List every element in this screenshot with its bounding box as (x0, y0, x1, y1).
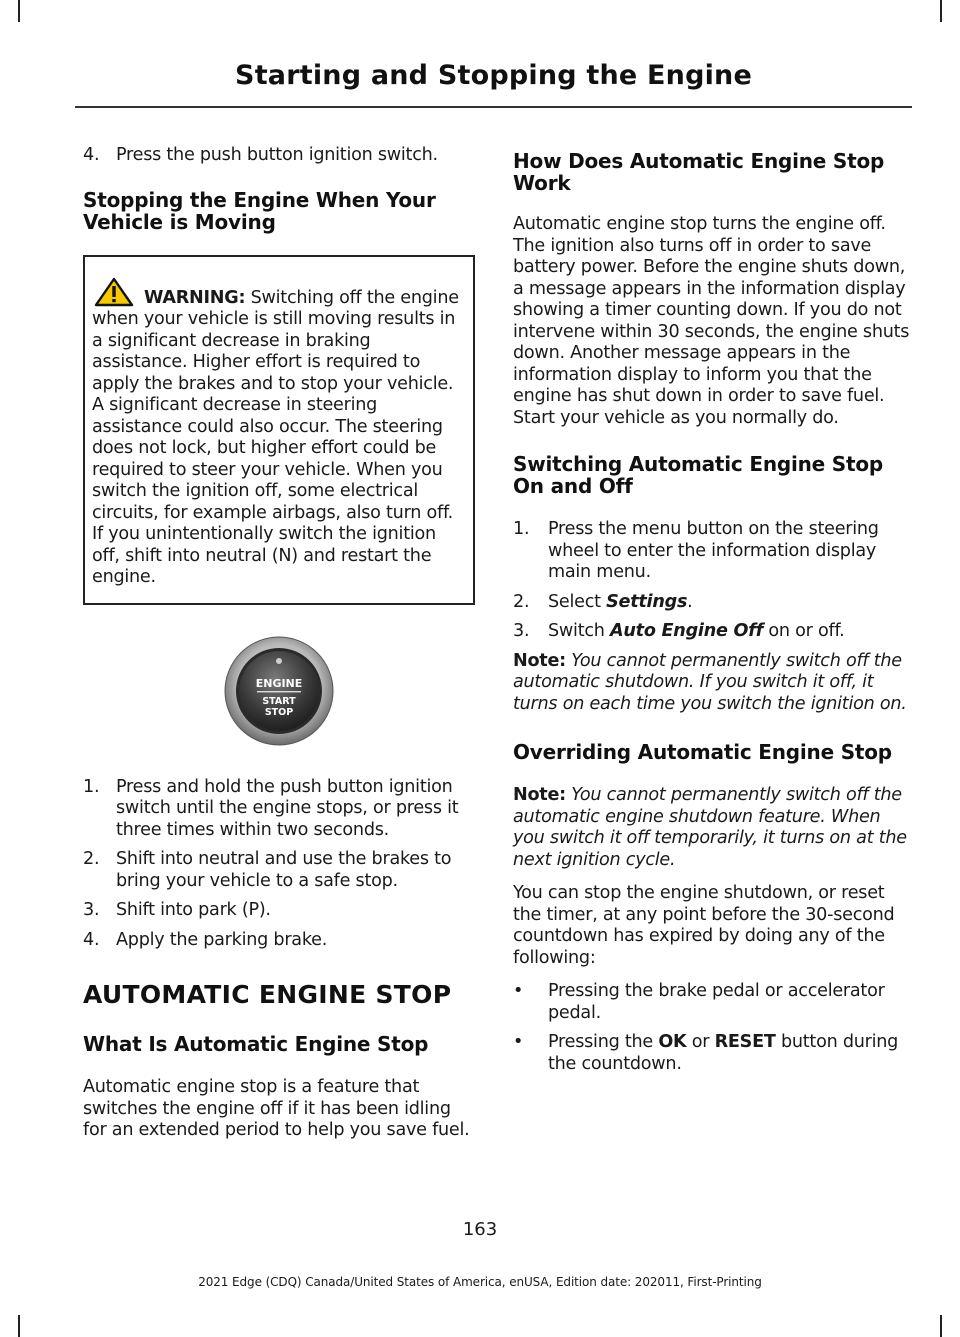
what-paragraph: Automatic engine stop is a feature that switches the engine off if it has been idling for an extended period to help you save fuel. (83, 1077, 470, 1140)
svg-text:STOP: STOP (264, 706, 294, 718)
crop-mark-bottom-right (940, 1315, 942, 1337)
list-item: 4. Press the push button ignition switch. (83, 145, 438, 165)
list-item: 1. Press and hold the push button ignition switch until the engine stops, or press it three times within two seconds. (83, 776, 459, 840)
start-stop-button-icon (223, 635, 335, 747)
override-paragraph: You can stop the engine shutdown, or reset the timer, at any point before the 30-second countdown has expired by doing any of the following: (513, 883, 895, 968)
crop-mark-top-right (940, 0, 942, 22)
edition-footer: 2021 Edge (CDQ) Canada/United States of America, enUSA, Edition date: 202011, First-Printing (198, 1275, 762, 1289)
page-number: 163 (462, 1219, 498, 1240)
list-item: 4. Apply the parking brake. (83, 929, 328, 950)
page-title: Starting and Stopping the Engine (235, 60, 752, 91)
warning-triangle-icon (94, 277, 134, 307)
section-heading-what: What Is Automatic Engine Stop (83, 1032, 429, 1056)
chapter-heading-automatic-engine-stop: AUTOMATIC ENGINE STOP (83, 980, 452, 1009)
list-item: 2. Shift into neutral and use the brakes to bring your vehicle to a safe stop. (83, 849, 452, 891)
section-heading-how: How Does Automatic Engine Stop Work (513, 149, 885, 195)
list-item: • Pressing the brake pedal or accelerator pedal. (513, 981, 885, 1023)
crop-mark-top-left (18, 0, 20, 22)
note-temporary-shutdown: Note: You cannot permanently switch off the automatic engine shutdown feature. When you switch it off temporarily, it turns on at the next ignition cycle. (513, 785, 907, 870)
ignition-button-illustration (83, 635, 475, 747)
warning-label: WARNING: (144, 287, 246, 308)
list-item: 3. Shift into park (P). (83, 900, 271, 920)
header-divider (75, 106, 912, 108)
note-permanent-shutdown: Note: You cannot permanently switch off the automatic shutdown. If you switch it off, it turns on each time you switch the ignition on. (513, 650, 907, 714)
section-heading-switching: Switching Automatic Engine Stop On and Off (513, 452, 884, 498)
how-paragraph: Automatic engine stop turns the engine off. The ignition also turns off in order to save battery power. Before the engine shuts down, a message appears in the information display showing a timer counting down. If you do not intervene within 30 seconds, the engine shuts down. Another message appears in the information display to inform you that the engine has shut down in order to save fuel. Start your vehicle as you normally do. (513, 214, 910, 428)
list-item: 1. Press the menu button on the steering wheel to enter the information display main menu. (513, 519, 879, 582)
svg-text:ENGINE: ENGINE (255, 676, 303, 690)
section-heading-overriding: Overriding Automatic Engine Stop (513, 740, 892, 764)
crop-mark-bottom-left (18, 1315, 20, 1337)
warning-box (83, 255, 475, 605)
list-item: 3. Switch Auto Engine Off on or off. (513, 621, 845, 641)
svg-text:START: START (262, 695, 296, 707)
warning-text: Switching off the engine when your vehicle is still moving results in a significant decrease in braking assistance. Higher effort is required to apply the brakes and to stop your vehicle. A significant decrease in steering assistance could also occur. The steering does not lock, but higher effort could be required to steer your vehicle. When you switch the ignition off, some electrical circuits, for example airbags, also turn off. If you unintentionally switch the ignition off, shift into neutral (N) and restart the engine. (92, 287, 459, 587)
list-item: • Pressing the OK or RESET button during the countdown. (513, 1032, 899, 1074)
list-item: 2. Select Settings. (513, 591, 693, 612)
right-column (513, 145, 910, 1083)
left-column (83, 145, 475, 1158)
section-heading-moving: Stopping the Engine When Your Vehicle is Moving (83, 187, 436, 234)
